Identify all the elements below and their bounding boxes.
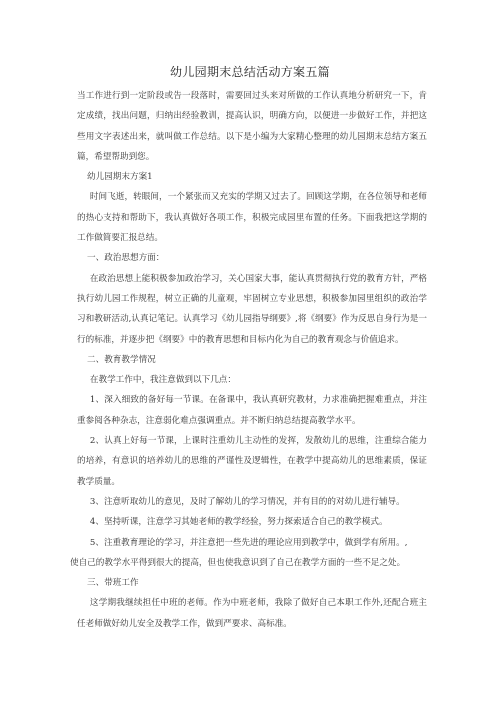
teaching-point-3: 3、注意听取幼儿的意见，及时了解幼儿的学习情况，并有目的的对幼儿进行辅导。 (89, 496, 405, 507)
teaching-intro: 在教学工作中，我注意做到以下几点： (89, 375, 236, 386)
teaching-point-4: 4、坚持听课，注意学习其她老师的教学经验，努力探索适合自己的教学模式。 (89, 517, 388, 528)
teaching-point-5: 5、注重教育理论的学习，并注意把一些先进的理论应用到教学中，做到学有所用。, (89, 537, 408, 548)
teaching-point-2: 2、认真上好每一节课，上课时注重幼儿主动性的发挥，发散幼儿的思维，注重综合能力的培养，有意识的培养幼儿的思维的严谨性及逻辑性，在教学中提高幼儿的思维素质，保证教学质量。 (77, 436, 427, 487)
section-label: 幼儿园期末方案1 (87, 172, 153, 183)
opening-paragraph: 时间飞逝，转眼间，一个紧张而又充实的学期又过去了。回顾这学期，在各位领导和老师的热心支持和帮助下，我认真做好各项工作，积极完成园里布置的任务。下面我把这学期的工作做简要汇报总结。 (77, 192, 427, 244)
politics-paragraph: 在政治思想上能积极参加政治学习，关心国家大事，能认真贯彻执行党的教育方针，严格执行幼儿园工作规程，树立正确的儿童观，牢固树立专业思想，积极参加园里组织的政治学习和教研活动,认真记笔记。认真学习《幼儿园指导纲要》,将《纲要》作为反思自身行为是一行的标准，并逐步把《纲要》中的教育思想和目标内化为自己的教育观念与价值追求。 (77, 273, 427, 345)
heading-teaching: 二、教育教学情况 (87, 354, 156, 365)
document-body (70, 86, 427, 634)
teaching-point-1: 1、深入细致的备好每一节课。在备课中，我认真研究教材，力求准确把握难重点，并注重参阅各种杂志，注意弱化难点强调重点。并不断归纳总结提高教学水平。 (77, 395, 427, 426)
teaching-summary-line: 使自己的教学水平得到很大的提高，但也使我意识到了自己在教学方面的一些不足之处。 (70, 557, 406, 568)
class-work-paragraph: 这学期我继续担任中班的老师。作为中班老师，我除了做好自己本职工作外,还配合班主任老师做好幼儿安全及教学工作，做到严要求、高标准。 (77, 598, 427, 629)
intro-paragraph: 当工作进行到一定阶段或告一段落时，需要回过头来对所做的工作认真地分析研究一下，肯定成绩，找出问题，归纳出经验教训，提高认识，明确方向，以便进一步做好工作，并把这些用文字表述出来，就叫做工作总结。以下是小编为大家精心整理的幼儿园期末总结方案五篇，希望帮助到您。 (77, 91, 427, 162)
heading-class-work: 三、带班工作 (87, 578, 139, 589)
document-title: 幼儿园期末总结活动方案五篇 (170, 65, 330, 79)
heading-politics: 一、政治思想方面： (87, 253, 165, 264)
